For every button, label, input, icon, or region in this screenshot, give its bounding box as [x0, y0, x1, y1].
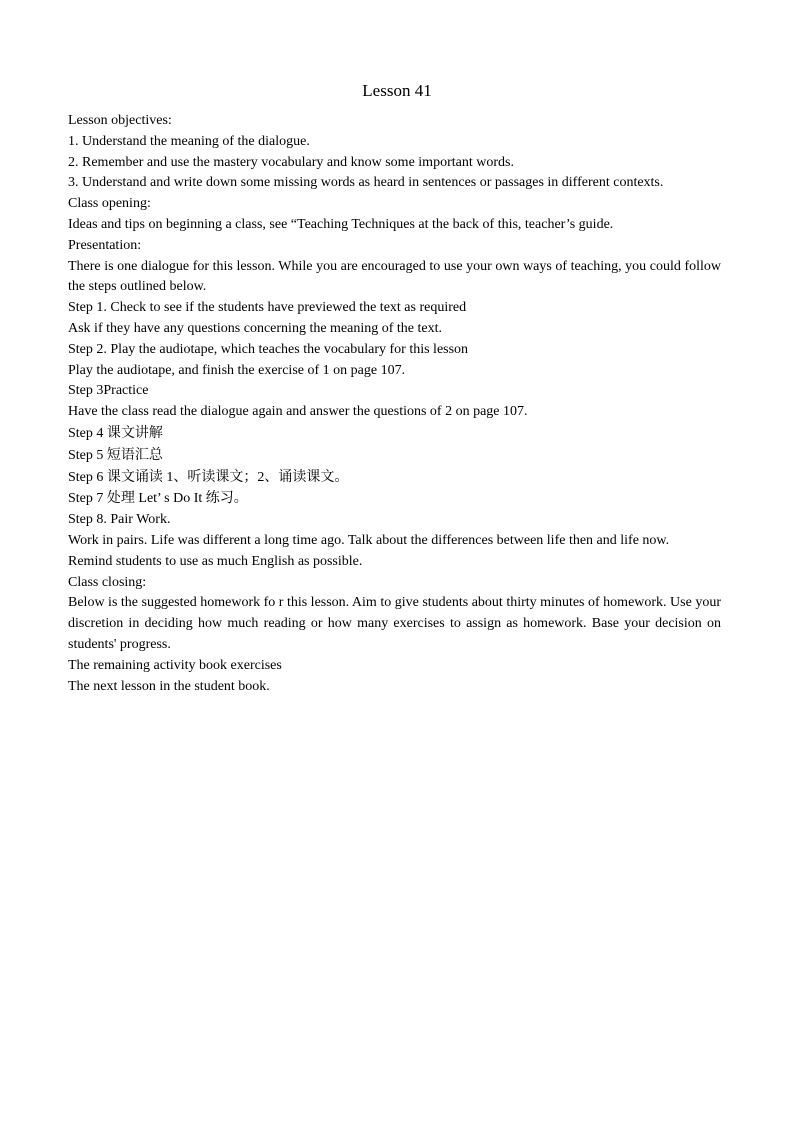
step-4: Step 4 课文讲解	[68, 424, 163, 441]
step-1: Step 1. Check to see if the students have previewed the text as required	[68, 300, 467, 316]
step-6: Step 6 课文诵读 1、听读课文；2、诵读课文。	[68, 468, 349, 485]
step-1-detail: Ask if they have any questions concerning the meaning of the text.	[68, 320, 443, 336]
document-body	[68, 111, 721, 697]
step-3: Step 3Practice	[68, 383, 149, 399]
step-2-detail: Play the audiotape, and finish the exercise of 1 on page 107.	[68, 362, 406, 378]
presentation-heading: Presentation:	[68, 237, 142, 253]
step-8-reminder: Remind students to use as much English as possible.	[68, 553, 363, 569]
objective-1: 1. Understand the meaning of the dialogue.	[68, 133, 310, 149]
homework-item-2: The next lesson in the student book.	[68, 678, 270, 694]
step-8: Step 8. Pair Work.	[68, 512, 171, 528]
step-7: Step 7 处理 Let’ s Do It 练习。	[68, 490, 248, 507]
class-opening-text: Ideas and tips on beginning a class, see “Teaching Techniques at the back of this, teacher’s guide.	[68, 216, 614, 232]
objective-3: 3. Understand and write down some missing words as heard in sentences or passages in different contexts.	[68, 175, 664, 191]
step-5: Step 5 短语汇总	[68, 446, 163, 463]
presentation-text: There is one dialogue for this lesson. While you are encouraged to use your own ways of teaching, you could follow the steps outlined below.	[68, 258, 721, 295]
class-closing-heading: Class closing:	[68, 574, 147, 590]
objective-2: 2. Remember and use the mastery vocabulary and know some important words.	[68, 154, 514, 170]
step-2: Step 2. Play the audiotape, which teaches the vocabulary for this lesson	[68, 341, 469, 357]
class-closing-text: Below is the suggested homework fo r this lesson. Aim to give students about thirty minutes of homework. Use your discretion in deciding how much reading or how many exercises to assign as homework. Base your decision on students' progress.	[68, 595, 721, 652]
step-3-detail: Have the class read the dialogue again and answer the questions of 2 on page 107.	[68, 404, 528, 420]
page-title: Lesson 41	[362, 81, 432, 100]
step-8-detail: Work in pairs. Life was different a long time ago. Talk about the differences between life then and life now.	[68, 532, 670, 548]
homework-item-1: The remaining activity book exercises	[68, 657, 282, 673]
objectives-heading: Lesson objectives:	[68, 113, 172, 128]
class-opening-heading: Class opening:	[68, 196, 151, 212]
